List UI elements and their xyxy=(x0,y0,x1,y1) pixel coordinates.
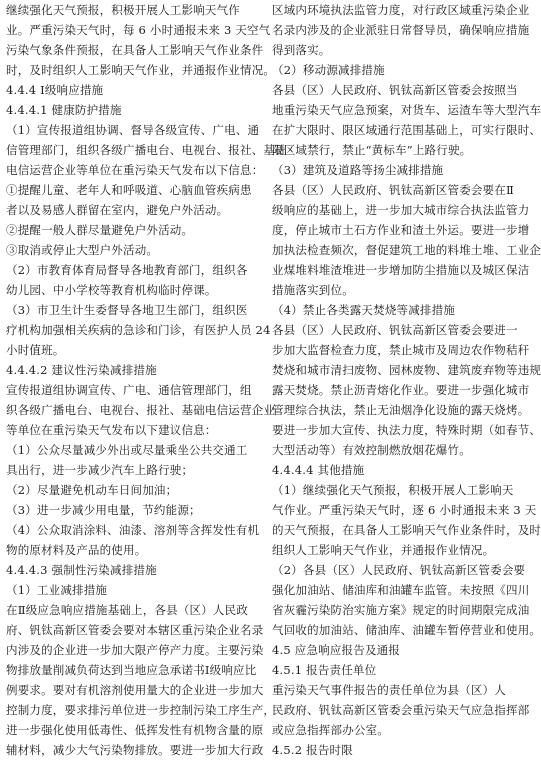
text-line: 步加大监督检查力度，禁止城市及周边农作物秸秆 xyxy=(272,343,530,357)
text-line: ①提醒儿童、老年人和呼吸道、心脑血管疾病患 xyxy=(6,183,252,197)
text-line: 物的原材料及产品的使用。 xyxy=(6,543,147,557)
text-line: 物排放量削减负荷达到当地应急承诺书Ⅰ级响应比 xyxy=(6,663,257,677)
text-line: 名录内涉及的企业派驻日常督导员，确保响应措施 xyxy=(272,23,530,37)
text-line: 4.4.4.2 建议性污染减排措施 xyxy=(6,363,157,377)
text-line: 4.4.4.3 强制性污染减排措施 xyxy=(6,563,157,577)
text-line: 气回收的加油站、储油库、油罐车暂停营业和使用。 xyxy=(272,623,541,637)
text-line: 电信运营企业等单位在重污染天气发布以下信息： xyxy=(6,163,264,177)
text-line: 具出行，进一步减少汽车上路行驶； xyxy=(6,463,194,477)
text-line: 限区域禁行，禁止“黄标车”上路行驶。 xyxy=(272,143,472,157)
text-line: 度，停止城市土石方作业和渣土外运。要进一步增 xyxy=(272,223,530,237)
text-line: 强化加油站、储油库和油罐车监管。未按照《四川 xyxy=(272,583,530,597)
text-line: 各县（区）人民政府、钒钛高新区管委会要在Ⅱ xyxy=(272,183,515,197)
text-line: 控制力度，要求排污单位进一步控制污染工序生产， xyxy=(6,703,276,717)
text-line: （2）尽量避免机动车日间加油； xyxy=(6,483,178,497)
text-line: 进一步强化使用低毒性、低挥发性有机物含量的原 xyxy=(6,723,264,737)
left-column xyxy=(6,0,287,757)
text-line: （2）各县（区）人民政府、钒钛高新区管委会要 xyxy=(272,563,526,577)
text-line: 民政府、钒钛高新区管委会重污染天气应急指挥部 xyxy=(272,703,530,717)
text-line: 措施落实到位。 xyxy=(272,283,354,297)
text-line: 得到落实。 xyxy=(272,43,331,57)
text-line: （2）移动源减排措施 xyxy=(272,63,385,77)
text-line: 时，及时组织人工影响天气作业，并通报作业情况。 xyxy=(6,63,276,77)
text-line: 地重污染天气应急预案，对货车、运渣车等大型汽车 xyxy=(272,103,541,117)
text-line: 4.4.4 Ⅰ级响应措施 xyxy=(6,83,104,97)
text-line: 幼儿园、中小学校等教育机构临时停课。 xyxy=(6,283,217,297)
text-line: 在Ⅱ级应急响应措施基础上，各县（区）人民政 xyxy=(6,603,249,617)
text-line: 例要求。要对有机溶剂使用量大的企业进一步加大 xyxy=(6,683,264,697)
text-line: 疗机构加强相关疾病的急诊和门诊，有医护人员 24 xyxy=(6,323,271,337)
text-line: 4.5.2 报告时限 xyxy=(272,743,353,757)
text-line: （1）公众尽量减少外出或尽量乘坐公共交通工 xyxy=(6,443,248,457)
text-line: （4）禁止各类露天焚烧等减排措施 xyxy=(272,303,456,317)
text-line: 业煤堆料堆渣堆进一步增加防尘措施以及城区保洁 xyxy=(272,263,530,277)
text-line: 各县（区）人民政府、钒钛高新区管委会要进一 xyxy=(272,323,518,337)
text-line: 各县（区）人民政府、钒钛高新区管委会按照当 xyxy=(272,83,518,97)
text-line: 要进一步加大宣传、执法力度，特殊时期（如春节、 xyxy=(272,423,541,437)
text-line: 宣传报道组协调宣传、广电、通信管理部门，组 xyxy=(6,383,252,397)
text-line: 继续强化天气预报，积极开展人工影响天气作 xyxy=(6,3,240,17)
text-line: 4.4.4.1 健康防护措施 xyxy=(6,103,122,117)
text-line: （1）工业减排措施 xyxy=(6,583,108,597)
text-line: 4.4.4.4 其他措施 xyxy=(272,463,365,477)
text-line: 露天焚烧。禁止沥青熔化作业。要进一步强化城市 xyxy=(272,383,530,397)
text-line: （1）继续强化天气预报，积极开展人工影响天 xyxy=(272,483,514,497)
text-line: 污染气象条件预报，在具备人工影响天气作业条件 xyxy=(6,43,264,57)
text-line: 或应急指挥部办公室。 xyxy=(272,723,389,737)
text-line: ③取消或停止大型户外活动。 xyxy=(6,243,159,257)
text-line: 在扩大限时、限区域通行范围基础上，可实行限时、 xyxy=(272,123,541,137)
text-line: 4.5.1 报告责任单位 xyxy=(272,663,377,677)
text-line: 管理综合执法，禁止无油烟净化设施的露天烧烤。 xyxy=(272,403,530,417)
text-line: 大型活动等）有效控制燃放烟花爆竹。 xyxy=(272,443,471,457)
text-line: 重污染天气事件报告的责任单位为县（区）人 xyxy=(272,683,506,697)
text-line: 的天气预报，在具备人工影响天气作业条件时，及时 xyxy=(272,523,541,537)
text-line: 信管理部门，组织各级广播电台、电视台、报社、基础 xyxy=(6,143,287,157)
text-line: 4.5 应急响应报告及通报 xyxy=(272,643,401,657)
text-line: 区域内环境执法监管力度，对行政区域重污染企业 xyxy=(272,3,530,17)
text-line: 业。严重污染天气时，每 6 小时通报未来 3 天空气 xyxy=(6,23,271,37)
text-line: 织各级广播电台、电视台、报社、基础电信运营企业 xyxy=(6,403,276,417)
text-line: 加执法检查频次，督促建筑工地的料堆土堆、工业企 xyxy=(272,243,541,257)
text-line: 者以及易感人群留在室内，避免户外活动。 xyxy=(6,203,229,217)
text-line: 小时值班。 xyxy=(6,343,65,357)
text-line: （1）宣传报道组协调、督导各级宣传、广电、通 xyxy=(6,123,260,137)
text-line: 府、钒钛高新区管委会要对本辖区重污染企业名录 xyxy=(6,623,264,637)
text-line: （3）进一步减少用电量，节约能源； xyxy=(6,503,201,517)
text-line: 焚烧和城市清扫废物、园林废物、建筑废弃物等违规 xyxy=(272,363,541,377)
text-line: 内涉及的企业进一步加大限产停产力度。主要污染 xyxy=(6,643,264,657)
text-line: 气作业。严重污染天气时，逐 6 小时通报未来 3 天 xyxy=(272,503,537,517)
right-column xyxy=(272,0,541,757)
text-line: 辅材料，减少大气污染物排放。要进一步加大行政 xyxy=(6,743,264,757)
text-line: （2）市教育体育局督导各地教育部门，组织各 xyxy=(6,263,248,277)
text-line: （3）市卫生计生委督导各地卫生部门，组织医 xyxy=(6,303,248,317)
text-line: （4）公众取消涂料、油漆、溶剂等含挥发性有机 xyxy=(6,523,260,537)
text-line: 级响应的基础上，进一步加大城市综合执法监管力 xyxy=(272,203,530,217)
text-line: （3）建筑及道路等扬尘减排措施 xyxy=(272,163,444,177)
text-line: 组织人工影响天气作业，并通报作业情况。 xyxy=(272,543,495,557)
text-line: ②提醒一般人群尽量避免户外活动。 xyxy=(6,223,194,237)
text-line: 省灰霾污染防治实施方案》规定的时间期限完成油 xyxy=(272,603,530,617)
text-line: 等单位在重污染天气发布以下建议信息： xyxy=(6,423,217,437)
